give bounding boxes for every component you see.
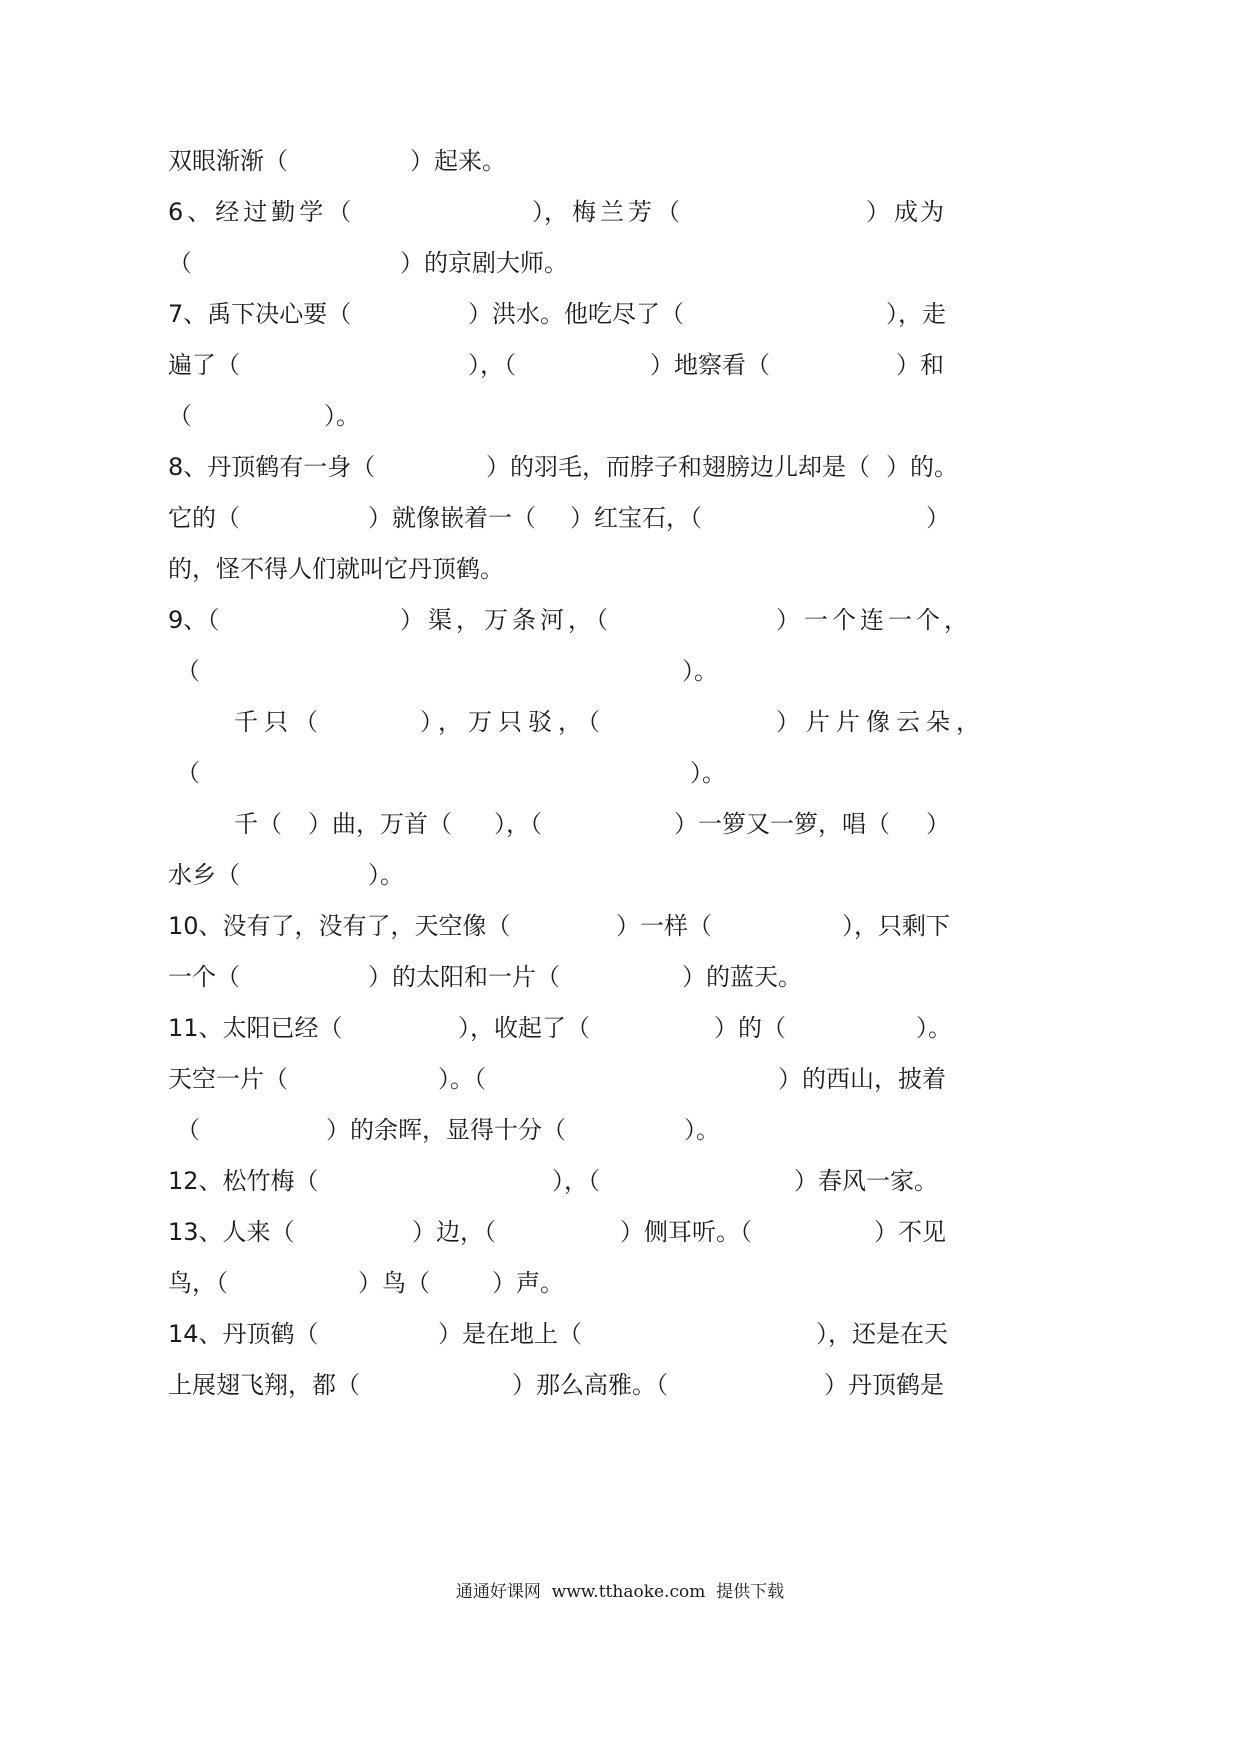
line-text: ）洪水。他吃尽了（ (468, 300, 684, 328)
line-text: ）的。 (886, 453, 958, 481)
line-text: （ (168, 249, 192, 277)
text-line (0, 906, 1240, 946)
text-line (0, 957, 1240, 997)
line-text: ）的京剧大师。 (400, 249, 568, 277)
line-text: ）鸟（ (358, 1269, 430, 1297)
line-text: ）的太阳和一片（ (368, 963, 560, 991)
line-text: 的，怪不得人们就叫它丹顶鹤。 (168, 555, 504, 583)
line-text: 天空一片（ (168, 1065, 288, 1093)
line-text: ）丹顶鹤是 (824, 1371, 944, 1399)
line-text: ）侧耳听。（ (620, 1218, 752, 1246)
text-line (0, 1365, 1240, 1405)
line-text: ）的羽毛，而脖子和翅膀边儿却是（ (486, 453, 870, 481)
line-text: 13、人来（ (168, 1218, 295, 1246)
line-text: 9、（ (168, 606, 220, 634)
text-line (0, 396, 1240, 436)
line-text: 11、太阳已经（ (168, 1014, 343, 1042)
text-line (0, 549, 1240, 589)
line-text: ），（ (494, 810, 542, 838)
line-text: 12、松竹梅（ (168, 1167, 319, 1195)
line-text: ）。 (690, 759, 726, 787)
line-text: ），还是在天 (816, 1320, 948, 1348)
line-text: ）。 (682, 657, 718, 685)
line-text: ）， (532, 198, 568, 226)
line-text: 双眼渐渐（ (168, 147, 288, 175)
line-text: ）声。 (492, 1269, 564, 1297)
text-line (0, 702, 1240, 742)
line-text: ）就像嵌着一（ (368, 504, 536, 532)
line-text: ）不见 (874, 1218, 946, 1246)
line-text: 水乡（ (168, 861, 240, 889)
line-text: 14、丹顶鹤（ (168, 1320, 319, 1348)
line-text: 千只（ (234, 708, 324, 736)
text-line (0, 447, 1240, 487)
text-line (0, 345, 1240, 385)
line-text: ）和 (896, 351, 944, 379)
line-text: （ (168, 402, 192, 430)
text-line (0, 192, 1240, 232)
line-text: 成为 (894, 198, 946, 226)
line-text: 千（ (234, 810, 282, 838)
line-text: 6、经过勤学（ (168, 198, 356, 226)
line-text: 鸟，（ (168, 1269, 228, 1297)
text-line (0, 651, 1240, 691)
footer-credit: 通通好课网 www.tthaoke.com 提供下载 (455, 1582, 785, 1602)
text-line (0, 1059, 1240, 1099)
line-text: ），（ (468, 351, 516, 379)
line-text: ）。 (324, 402, 360, 430)
line-text: ）的（ (714, 1014, 786, 1042)
line-text: ）。（ (438, 1065, 486, 1093)
line-text: （ (176, 1116, 200, 1144)
line-text: 上展翅飞翔，都（ (168, 1371, 360, 1399)
line-text: ）。 (916, 1014, 952, 1042)
line-text: ）一箩又一箩，唱（ (674, 810, 890, 838)
line-text: 梅兰芳（ (572, 198, 684, 226)
text-line (0, 1314, 1240, 1354)
line-text: 遍了（ (168, 351, 240, 379)
text-line (0, 1161, 1240, 1201)
line-text: ）渠，万条河，（ (400, 606, 612, 634)
text-line (0, 600, 1240, 640)
line-text: 它的（ (168, 504, 240, 532)
line-text: ）起来。 (410, 147, 506, 175)
text-line (0, 498, 1240, 538)
line-text: ）边，（ (412, 1218, 496, 1246)
line-text: ）红宝石，（ (570, 504, 702, 532)
text-line (0, 1263, 1240, 1303)
line-text: ） (926, 810, 950, 838)
text-line (0, 141, 1240, 181)
text-line (0, 855, 1240, 895)
line-text: ）的蓝天。 (682, 963, 802, 991)
text-line (0, 1008, 1240, 1048)
line-text: ）一个连一个， (776, 606, 972, 634)
line-text: ），走 (886, 300, 946, 328)
line-text: ），万只驳，（ (420, 708, 606, 736)
line-text: ）是在地上（ (438, 1320, 582, 1348)
line-text: ）的余晖，显得十分（ (326, 1116, 566, 1144)
line-text: ）的西山，披着 (778, 1065, 946, 1093)
line-text: ）。 (368, 861, 404, 889)
line-text: ）春风一家。 (794, 1167, 938, 1195)
line-text: ）那么高雅。（ (512, 1371, 668, 1399)
text-line (0, 753, 1240, 793)
text-line (0, 1212, 1240, 1252)
line-text: 7、禹下决心要（ (168, 300, 352, 328)
line-text: ）片片像云朵， (776, 708, 986, 736)
line-text: ），只剩下 (842, 912, 950, 940)
line-text: ）。 (684, 1116, 720, 1144)
line-text: 8、丹顶鹤有一身（ (168, 453, 376, 481)
text-line (0, 804, 1240, 844)
line-text: ）曲，万首（ (308, 810, 452, 838)
line-text: ） (926, 504, 950, 532)
line-text: 10、没有了，没有了，天空像（ (168, 912, 511, 940)
text-line (0, 294, 1240, 334)
line-text: （ (176, 657, 200, 685)
text-line (0, 243, 1240, 283)
line-text: 一个（ (168, 963, 240, 991)
line-text: （ (176, 759, 200, 787)
line-text: ） (866, 198, 890, 226)
line-text: ），收起了（ (458, 1014, 590, 1042)
line-text: ），（ (552, 1167, 600, 1195)
line-text: ）一样（ (616, 912, 712, 940)
line-text: ）地察看（ (650, 351, 770, 379)
text-line (0, 1110, 1240, 1150)
